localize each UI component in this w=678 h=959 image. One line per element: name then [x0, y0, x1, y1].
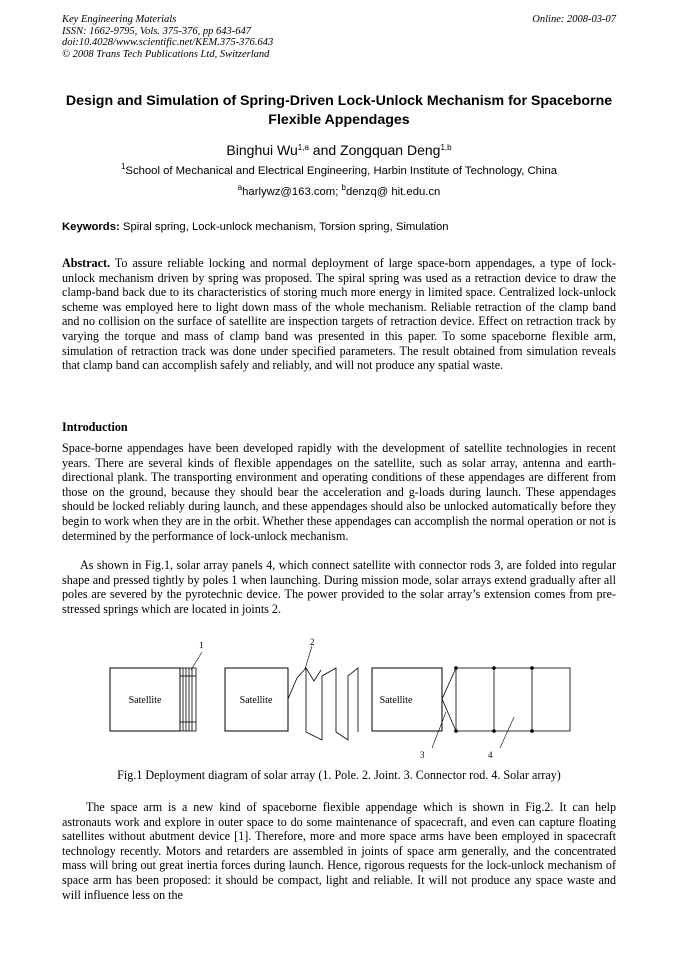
- journal-name: Key Engineering Materials: [62, 14, 177, 25]
- satellite-label-2: Satellite: [239, 695, 273, 706]
- body-paragraph-3: The space arm is a new kind of spaceborne flexible appendage which is shown in Fig.2. It can help astronauts work and explore in outer space to do some maintenance of spacecraft, and even can capture floating satellites without abutment device [1]. Therefore, more and more space arms have been employed in spacecraft technology recently. Motors and retarders are assembled in joints of space arm generally, and the concentrated mass will bring out great inertia forces during launch. Hence, rigorous requests for the lock-unlock mechanism of space arm has been proposed: it should be compact, light and reliable. It will not produce any space waste and will influence less on the: [62, 800, 616, 902]
- figure-1-diagram: [100, 636, 620, 766]
- affiliation-marker: 1: [120, 162, 126, 171]
- label-rod-3: 3: [420, 750, 425, 760]
- label-joint-2: 2: [310, 637, 315, 647]
- array-leader-4: [500, 717, 514, 748]
- doi-line: doi:10.4028/www.scientific.net/KEM.375-376.643: [62, 37, 274, 49]
- keywords: [62, 221, 449, 233]
- email-line: [62, 183, 616, 198]
- keywords-text: Spiral spring, Lock-unlock mechanism, Torsion spring, Simulation: [119, 221, 449, 233]
- email-b-marker: b: [341, 183, 346, 192]
- connector-rod-zigzag: [288, 668, 321, 699]
- keywords-label: Keywords:: [62, 221, 120, 233]
- stowed-array-stack: [180, 668, 196, 731]
- pole-leader-1: [191, 652, 202, 670]
- section-heading-introduction: Introduction: [62, 420, 128, 434]
- journal-header: [62, 14, 273, 60]
- connector-rod-3: [442, 668, 456, 731]
- author-2-affil: 1,b: [440, 143, 452, 152]
- email-b: denzq@ hit.edu.cn: [345, 186, 441, 198]
- satellite-label-3: Satellite: [379, 695, 413, 706]
- figure-1-caption: Fig.1 Deployment diagram of solar array (1. Pole. 2. Joint. 3. Connector rod. 4. Solar array): [117, 768, 561, 782]
- affiliation: [62, 162, 616, 177]
- copyright-line: © 2008 Trans Tech Publications Ltd, Switzerland: [62, 48, 270, 60]
- author-line: [62, 142, 616, 158]
- paper-title: Design and Simulation of Spring-Driven Lock-Unlock Mechanism for Spaceborne Flexible Appendages: [65, 93, 613, 128]
- author-separator: and: [308, 142, 341, 158]
- folded-array-panels: [306, 668, 358, 740]
- label-array-4: 4: [488, 750, 493, 760]
- author-2: Zongquan Deng: [340, 142, 441, 158]
- author-1: Binghui Wu: [226, 142, 298, 158]
- email-a: harlywz@163.com;: [242, 186, 342, 198]
- issn-line: ISSN: 1662-9795, Vols. 375-376, pp 643-647: [62, 25, 251, 37]
- online-date: Online: 2008-03-07: [532, 14, 616, 25]
- deployed-solar-array: [456, 668, 570, 731]
- abstract-text: To assure reliable locking and normal deployment of large space-born appendages, a type of lock-unlock mechanism driven by spring was proposed. The spiral spring was used as a retraction device to draw the clamp-band back due to its characteristics of storing much more energy in limited space. Centralized lock-unlock scheme was employed here to light down mass of the whole mechanism. Reliable retraction of the clamp band and no collision on the surface of satellite are inspection targets of retraction device. Effect on retraction track by varying the torque and mass of clamp band was presented in this paper. To some spaceborne flexible arm, simulation of retraction track was done under specified parameters. The result obtained from simulation reveals that clamp band can accomplish safely and reliably, and will not produce any spatial waste.: [62, 256, 616, 373]
- author-1-affil: 1,a: [297, 143, 309, 152]
- label-pole-1: 1: [199, 640, 204, 650]
- email-a-marker: a: [237, 183, 243, 192]
- intro-paragraph-1: Space-borne appendages have been developed rapidly with the development of satellite technologies in recent years. There are several kinds of flexible appendages on the satellite, such as solar array, antenna and earth-directional plank. The transporting environment and operating conditions of these appendages are different from those on the ground, because they should bear the acceleration and g-loads during launch. These appendages should be locked reliably during launch, and these appendages should also be unlocked automatically before they begin to work when they are in the orbit. Whether these appendages can accomplish the normal operation or not is determined by the performance of lock-unlock mechanism.: [62, 441, 616, 543]
- joint-leader-2: [305, 646, 312, 669]
- affiliation-text: School of Mechanical and Electrical Engineering, Harbin Institute of Technology, China: [125, 165, 558, 177]
- intro-paragraph-2: As shown in Fig.1, solar array panels 4, which connect satellite with connector rods 3, are folded into regular shape and pressed tightly by poles 1 when launching. During mission mode, solar arrays extend gradually after all poles are severed by the pyrotechnic device. The power provided to the solar array’s extension comes from pre-stressed springs which are located in joints 2.: [62, 558, 616, 616]
- abstract: [62, 256, 616, 373]
- satellite-label-1: Satellite: [128, 695, 162, 706]
- abstract-label: Abstract.: [62, 256, 111, 270]
